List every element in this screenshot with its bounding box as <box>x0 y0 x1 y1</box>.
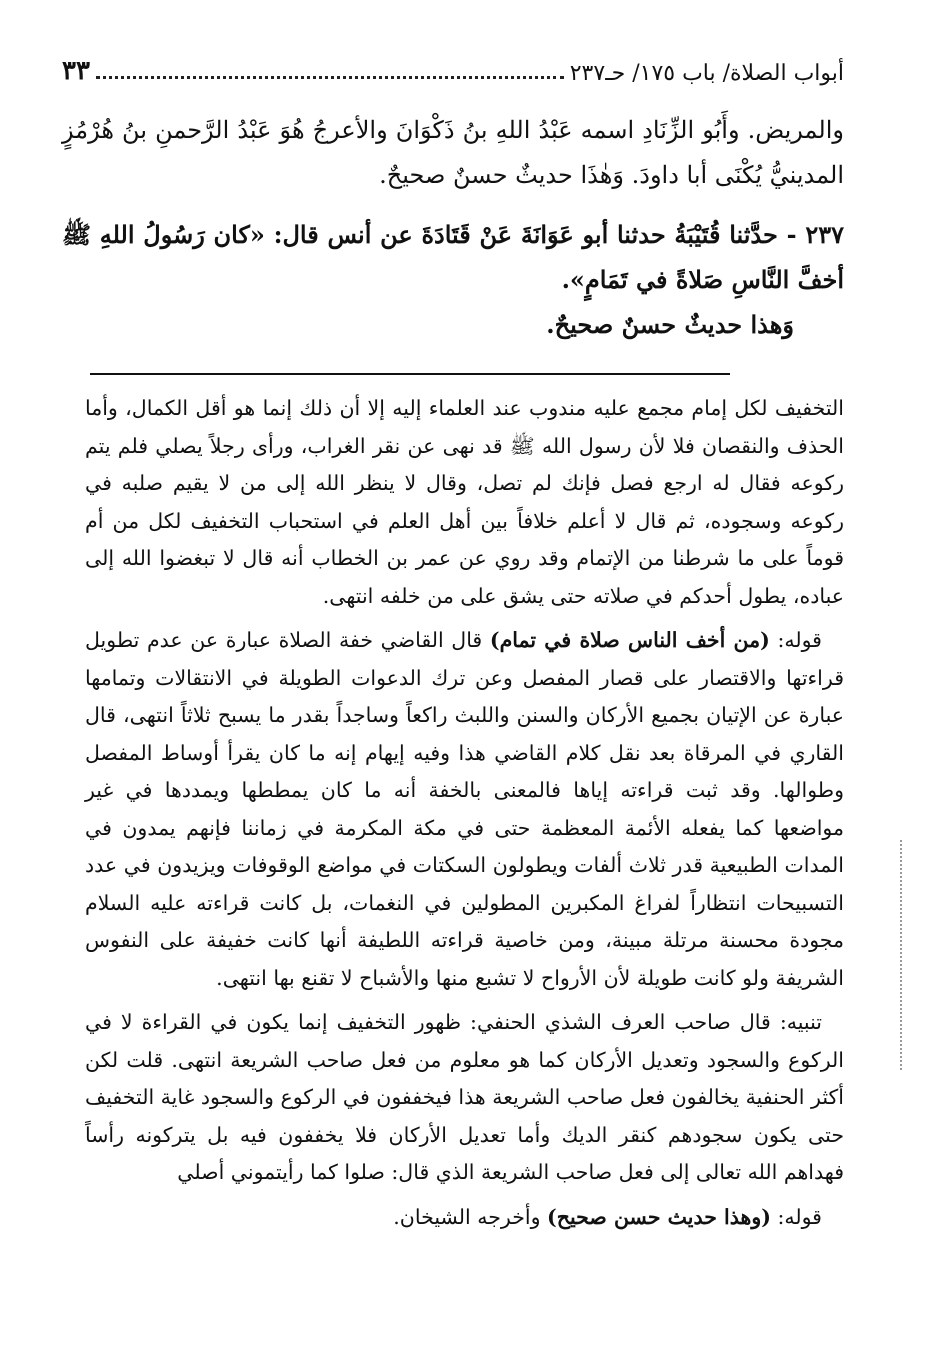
hadith-grade: وَهذا حديثٌ حسنٌ صحيحٌ. <box>546 310 794 339</box>
commentary-paragraph-4 <box>85 1199 844 1237</box>
hadith-number: ٢٣٧ - <box>786 220 844 249</box>
main-text <box>62 108 844 347</box>
narrator-note: والمريض. وأَبُو الزِّنَادِ اسمه عَبْدُ اللهِ بنُ ذَكْوَانَ والأعرجُ هُوَ عَبْدُ الرَّحمنِ بنُ هُرْمُزٍ المدينيُّ يُكْنَى أبا داودَ. وَهٰذَا حديثٌ حسنٌ صحيحٌ. <box>62 116 844 189</box>
commentary-paragraph-3 <box>85 1004 844 1192</box>
scan-margin-mark <box>900 840 904 1070</box>
commentary-paragraph-1: التخفيف لكل إمام مجمع عليه مندوب عند العلماء إليه إلا أن ذلك إنما هو أقل الكمال، وأما الحذف والنقصان فلا لأن رسول الله ﷺ قد نهى عن نقر الغراب، ورأى رجلاً يصلي فلم يتم ركوعه فقال له ارجع فصل فإنك لم تصل، وقال لا ينظر الله إلى من لا يقيم صلبه في ركوعه وسجوده، ثم قال لا أعلم خلافاً بين أهل العلم في استحباب التخفيف لكل من أم قوماً على ما شرطنا من الإتمام وقد روي عن عمر بن الخطاب أنه قال لا تبغضوا الله إلى عباده، يطول أحدكم في صلاته حتى يشق على من خلفه انتهى. <box>85 396 844 608</box>
commentary-text: قال صاحب العرف الشذي الحنفي: ظهور التخفيف إنما يكون في القراءة لا في الركوع والسجود وتعديل الأركان كما هو معلوم من فعل صاحب الشريعة انتهى. قلت لكن أكثر الحنفية يخالفون فعل صاحب الشريعة هذا فيخففون في الركوع والسجود غاية التخفيف حتى يكون سجودهم كنقر الديك وأما تعديل الأركان فلا يخففون فيه بل يتركونه رأساً فهداهم الله تعالى إلى فعل صاحب الشريعة الذي قال: صلوا كما رأيتموني أصلي <box>85 1010 844 1184</box>
commentary-label: قوله: <box>777 628 822 652</box>
commentary-label: تنبيه: <box>779 1010 822 1034</box>
dotted-leader <box>96 76 564 79</box>
footnote-separator <box>90 373 730 375</box>
hadith-text: حدَّثنا قُتَيْبَةُ حدثنا أبو عَوَانَةَ عَنْ قَتَادَةَ عن أنس قال: «كان رَسُولُ اللهِ ﷺ أخفَّ النَّاسِ صَلاةً في تَمَامٍ». <box>62 220 844 294</box>
chapter-title: أبواب الصلاة/ باب ١٧٥/ حـ٢٣٧ <box>569 61 844 86</box>
commentary-text: قال القاضي خفة الصلاة عبارة عن عدم تطويل قراءتها والاقتصار على قصار المفصل وعن ترك الدعوات الطويلة في الانتقالات وتمامها عبارة عن الإتيان بجميع الأركان والسنن واللبث راكعاً وساجداً بقدر ما يسبح ثلاثاً انتهى، قال القاري في المرقاة بعد نقل كلام القاضي هذا وفيه إيهام إنه ما كان يقرأ أوساط المفصل وطوالها. وقد ثبت قراءته إياها فالمعنى بالخفة أنه ما كان يمططها ويمددها في غير مواضعها كما يفعله الأئمة المعظمة حتى في مكة المكرمة في زماننا فإنهم يمدون في المدات الطبيعية قدر ثلاث ألفات ويطولون السكتات في مواضع الوقوفات ويزيدون في عدد التسبيحات انتظاراً لفراغ المكبرين المطولين في النغمات، بل كانت قراءته عليه السلام مجودة محسنة مرتلة مبينة، ومن خاصية قراءته اللطيفة أنها كانت خفيفة على النفوس الشريفة ولو كانت طويلة لأن الأرواح لا تشبع منها والأشباح لا تقنع بها انتهى. <box>85 628 844 990</box>
commentary-quote: (من أخف الناس صلاة في تمام) <box>489 628 770 652</box>
commentary-quote: (وهذا حديث حسن صحيح) <box>547 1204 771 1229</box>
running-header <box>62 50 844 86</box>
page-number: ٣٣ <box>62 56 90 86</box>
commentary-text: وأخرجه الشيخان. <box>393 1204 541 1229</box>
commentary <box>85 390 844 1243</box>
commentary-paragraph-2 <box>85 622 844 997</box>
commentary-label: قوله: <box>777 1204 822 1229</box>
hadith-237 <box>62 212 844 302</box>
